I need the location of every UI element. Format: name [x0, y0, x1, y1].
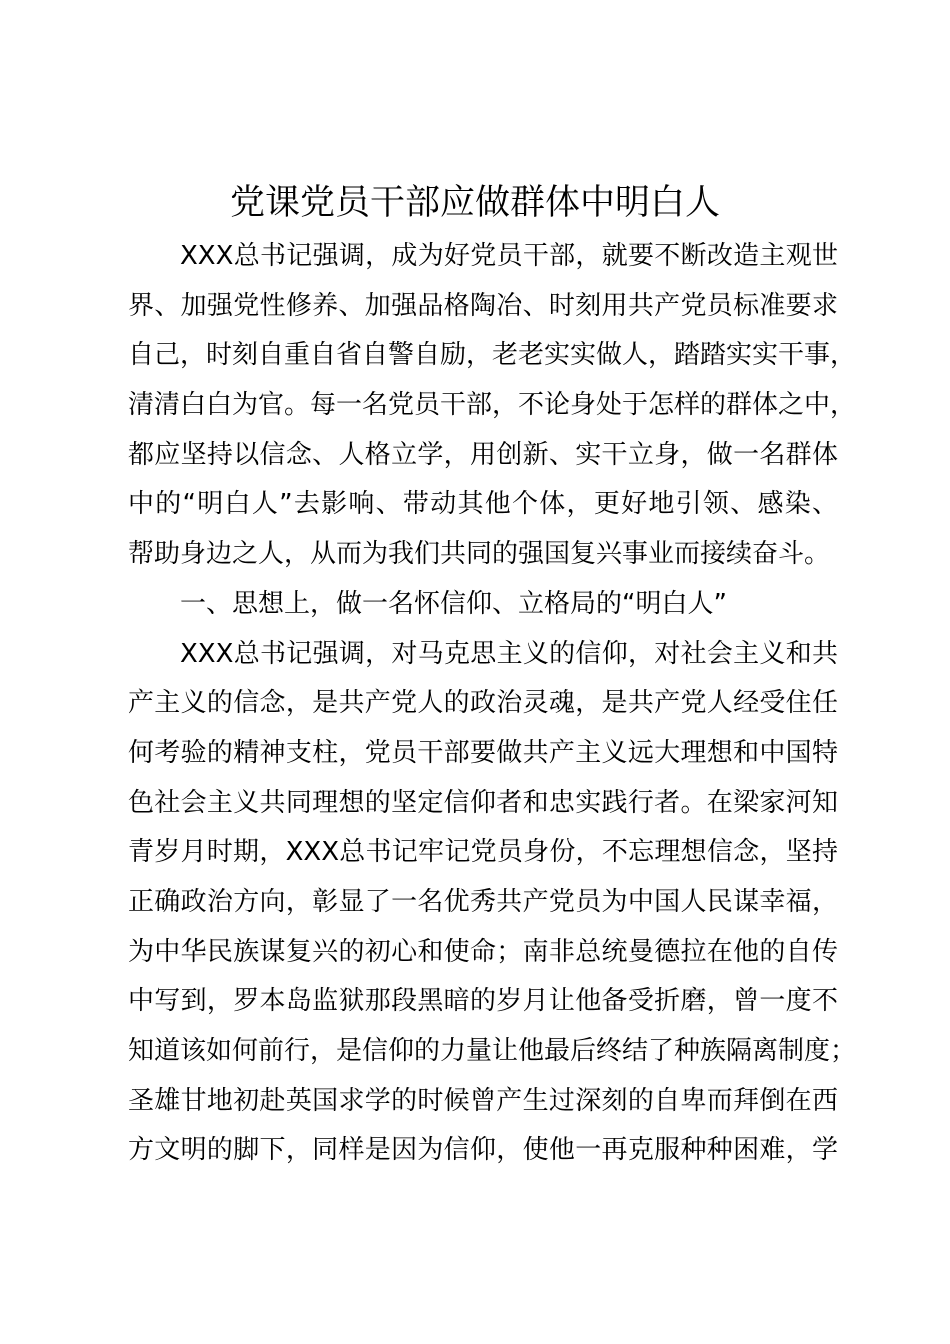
- paragraph-line: 帮助身边之人，从而为我们共同的强国复兴事业而接续奋斗。: [128, 539, 831, 570]
- paragraph-line: 产主义的信念，是共产党人的政治灵魂，是共产党人经受住任: [128, 688, 838, 719]
- paragraph-line: 方文明的脚下，同样是因为信仰，使他一再克服种种困难，学: [128, 1135, 838, 1166]
- paragraph-line: 为中华民族谋复兴的初心和使命；南非总统曼德拉在他的自传: [128, 936, 838, 967]
- paragraph-line: 中的“明白人”去影响、带动其他个体，更好地引领、感染、: [128, 489, 838, 520]
- paragraph-line: 青岁月时期，XXX总书记牢记党员身份，不忘理想信念，坚持: [128, 837, 838, 868]
- paragraph-line: 正确政治方向，彰显了一名优秀共产党员为中国人民谋幸福，: [128, 886, 838, 917]
- paragraph-line: 都应坚持以信念、人格立学，用创新、实干立身，做一名群体: [128, 439, 838, 470]
- paragraph-line: 色社会主义共同理想的坚定信仰者和忠实践行者。在梁家河知: [128, 787, 838, 818]
- document-title: 党课党员干部应做群体中明白人: [229, 183, 720, 223]
- paragraph-line: 知道该如何前行，是信仰的力量让他最后终结了种族隔离制度；: [128, 1036, 857, 1066]
- paragraph-line: 清清白白为官。每一名党员干部，不论身处于怎样的群体之中，: [128, 390, 857, 421]
- paragraph-line: 圣雄甘地初赴英国求学的时候曾产生过深刻的自卑而拜倒在西: [128, 1085, 838, 1116]
- paragraph-line: XXX总书记强调，对马克思主义的信仰，对社会主义和共: [180, 638, 838, 669]
- paragraph-line: 中写到，罗本岛监狱那段黑暗的岁月让他备受折磨，曾一度不: [128, 986, 838, 1017]
- paragraph-line: 自己，时刻自重自省自警自励，老老实实做人，踏踏实实干事，: [128, 340, 857, 371]
- paragraph-line: 何考验的精神支柱，党员干部要做共产主义远大理想和中国特: [128, 737, 838, 768]
- document-body: [128, 232, 857, 1176]
- section-heading: 一、思想上，做一名怀信仰、立格局的“明白人”: [180, 588, 727, 619]
- paragraph-line: 界、加强党性修养、加强品格陶冶、时刻用共产党员标准要求: [128, 290, 838, 321]
- paragraph-line: XXX总书记强调，成为好党员干部，就要不断改造主观世: [180, 241, 838, 271]
